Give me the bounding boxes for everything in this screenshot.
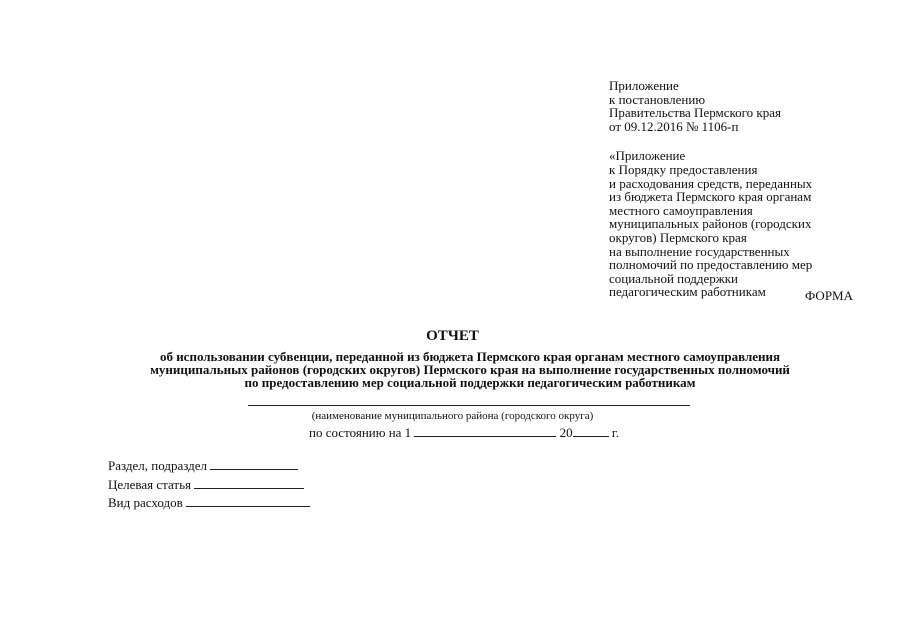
order-line: педагогическим работникам bbox=[609, 284, 766, 300]
as-of-year-prefix: 20 bbox=[559, 425, 573, 440]
report-subtitle bbox=[90, 350, 850, 389]
as-of-prefix: по состоянию на 1 bbox=[309, 425, 412, 440]
expense-type-input[interactable] bbox=[186, 495, 310, 507]
appendix-gap bbox=[609, 133, 869, 149]
subtitle-line: об использовании субвенции, переданной из бюджета Пермского края органам местного самоуправления bbox=[159, 349, 781, 364]
as-of-month-field[interactable] bbox=[414, 425, 556, 437]
expense-type-label: Вид расходов bbox=[108, 495, 183, 510]
target-article-row bbox=[108, 476, 310, 495]
order-line: социальной поддержки bbox=[609, 270, 738, 286]
as-of-suffix: г. bbox=[611, 425, 620, 440]
order-line: муниципальных районов (городских bbox=[609, 216, 812, 232]
order-line: и расходования средств, переданных bbox=[609, 175, 813, 191]
appendix-line: Правительства Пермского края bbox=[609, 105, 781, 121]
form-label: ФОРМА bbox=[805, 288, 853, 303]
section-label: Раздел, подраздел bbox=[108, 458, 208, 473]
subtitle-line: муниципальных районов (городских округов) Пермского края на выполнение государственных полномочий bbox=[150, 362, 790, 377]
classification-fields bbox=[108, 457, 310, 513]
order-line: из бюджета Пермского края органам bbox=[609, 189, 812, 205]
subtitle-line: по предоставлению мер социальной поддержки педагогическим работникам bbox=[244, 375, 696, 390]
order-line: местного самоуправления bbox=[609, 202, 753, 218]
report-title: ОТЧЕТ bbox=[426, 328, 479, 344]
municipality-name-field[interactable] bbox=[248, 393, 690, 406]
order-line: на выполнение государственных bbox=[609, 243, 790, 259]
as-of-year-field[interactable] bbox=[573, 425, 609, 437]
target-article-input[interactable] bbox=[194, 477, 304, 489]
appendix-line: к постановлению bbox=[609, 91, 706, 107]
section-field-row bbox=[108, 457, 310, 476]
order-line: округов) Пермского края bbox=[609, 229, 747, 245]
target-article-label: Целевая статья bbox=[108, 476, 192, 492]
municipality-name-caption: (наименование муниципального района (городского округа) bbox=[311, 410, 594, 422]
order-line: к Порядку предоставления bbox=[609, 161, 758, 177]
section-input[interactable] bbox=[210, 458, 298, 470]
expense-type-row bbox=[108, 494, 310, 513]
as-of-date-line bbox=[309, 425, 619, 441]
appendix-line: Приложение bbox=[609, 78, 679, 93]
appendix-line: от 09.12.2016 № 1106-п bbox=[609, 118, 739, 134]
appendix-block bbox=[609, 79, 869, 299]
order-line: «Приложение bbox=[609, 148, 686, 164]
order-line: полномочий по предоставлению мер bbox=[609, 257, 813, 273]
